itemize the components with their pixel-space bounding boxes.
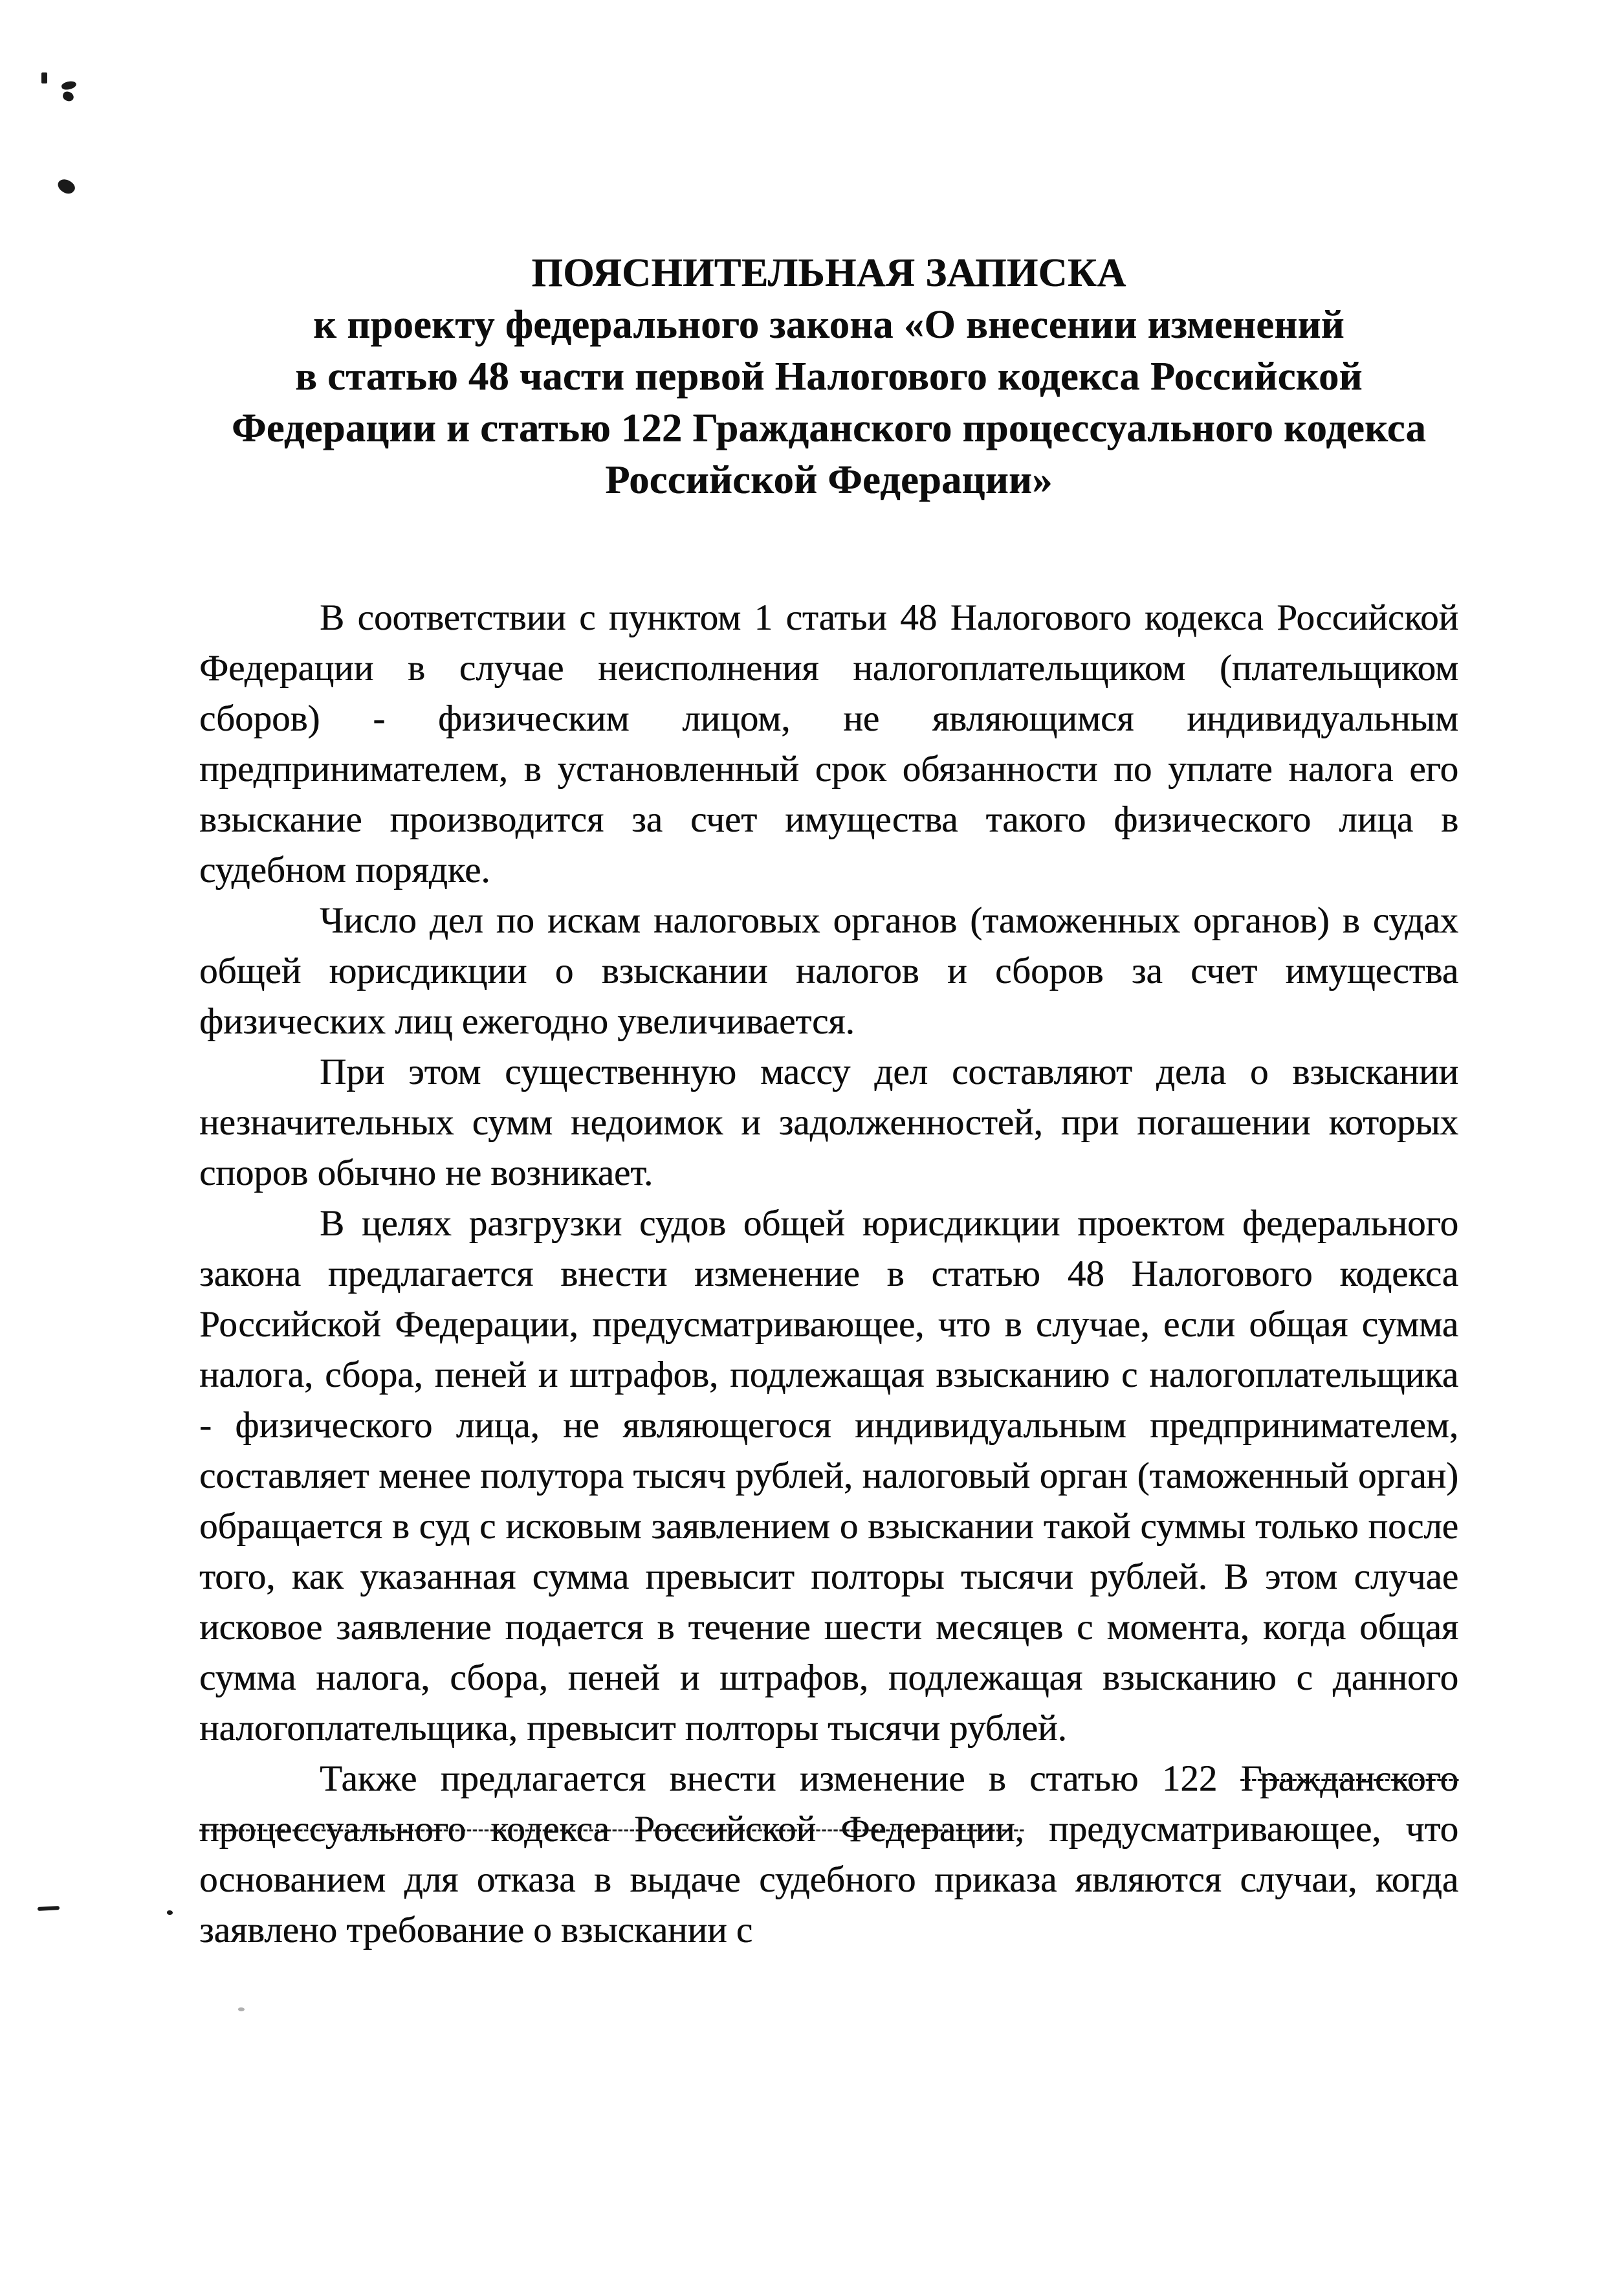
scan-speck xyxy=(41,72,47,83)
paragraph-2: Число дел по искам налоговых органов (таможенных органов) в судах общей юрисдикции о взыскании налогов и сборов за счет имущества физических лиц ежегодно увеличивается. xyxy=(199,900,1458,1042)
paragraph-5-lead: Также предлагается внести изменение в статью 122 xyxy=(320,1758,1241,1799)
paragraph-1: В соответствии с пунктом 1 статьи 48 Налогового кодекса Российской Федерации в случае неисполнения налогоплательщиком (плательщиком сборов) - физическим лицом, не являющимся индивидуальным предпринимателем, в установленный срок обязанности по уплате налога его взыскание производится за счет имущества такого физического лица в судебном порядке. xyxy=(199,597,1458,890)
title-line-2: к проекту федерального закона «О внесении изменений xyxy=(313,303,1344,347)
paragraph-5-strike-artifact-text: Гражданского процессуального кодекса Российской Федерации, xyxy=(199,1758,1458,1850)
title-line-5: Российской Федерации» xyxy=(605,458,1053,502)
title-line-4: Федерации и статью 122 Гражданского процессуального кодекса xyxy=(231,406,1427,450)
scan-speck xyxy=(167,1910,173,1915)
paragraph-5 xyxy=(199,1754,1458,1956)
title-line-1: ПОЯСНИТЕЛЬНАЯ ЗАПИСКА xyxy=(531,251,1126,295)
scan-speck xyxy=(238,2007,245,2011)
paragraph-5-tail: предусматривающее, что основанием для отказа в выдаче судебного приказа являются случаи, когда заявлено требование о взыскании с xyxy=(199,1809,1458,1950)
paragraph-3: При этом существенную массу дел составляют дела о взыскании незначительных сумм недоимок и задолженностей, при погашении которых споров обычно не возникает. xyxy=(199,1052,1458,1193)
title-line-3: в статью 48 части первой Налогового кодекса Российской xyxy=(295,355,1363,399)
paragraph-4: В целях разгрузки судов общей юрисдикции проектом федерального закона предлагается внести изменение в статью 48 Налогового кодекса Российской Федерации, предусматривающее, что в случае, если общая сумма налога, сбора, пеней и штрафов, подлежащая взысканию с налогоплательщика - физического лица, не являющегося индивидуальным предпринимателем, составляет менее полутора тысяч рублей, налоговый орган (таможенный орган) обращается в суд с исковым заявлением о взыскании такой суммы только после того, как указанная сумма превысит полторы тысячи рублей. В этом случае исковое заявление подается в течение шести месяцев с момента, когда общая сумма налога, сбора, пеней и штрафов, подлежащая взысканию с данного налогоплательщика, превысит полторы тысячи рублей. xyxy=(199,1203,1458,1749)
document-title xyxy=(199,247,1458,506)
document-body xyxy=(199,593,1458,1956)
